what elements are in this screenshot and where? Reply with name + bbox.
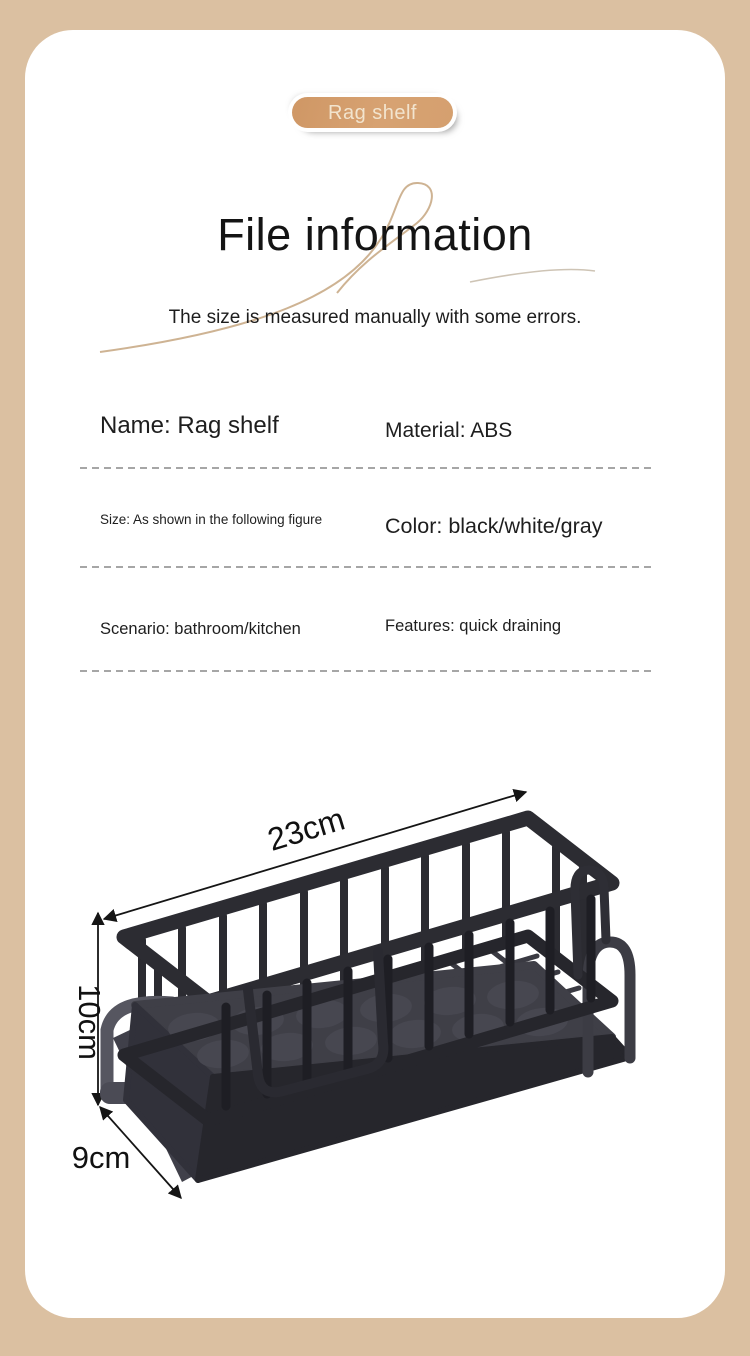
badge-label: Rag shelf [328, 101, 417, 124]
width-label: 23cm [263, 800, 349, 858]
swirl-tail [470, 269, 595, 282]
page-title: File information [217, 209, 533, 260]
product-figure [50, 770, 710, 1250]
spec-features: Features: quick draining [385, 617, 562, 635]
spec-scenario: Scenario: bathroom/kitchen [100, 620, 301, 638]
height-label: 10cm [72, 984, 107, 1060]
depth-label: 9cm [71, 1140, 131, 1175]
swirl-decoration [75, 150, 615, 395]
page-subtitle: The size is measured manually with some errors. [168, 307, 582, 328]
spec-color: Color: black/white/gray [385, 514, 603, 538]
spec-material: Material: ABS [385, 419, 513, 442]
product-illustration [100, 818, 630, 1182]
divider [80, 670, 655, 672]
divider [80, 467, 655, 469]
spec-name: Name: Rag shelf [100, 412, 279, 439]
spec-size: Size: As shown in the following figure [100, 512, 323, 527]
info-card [25, 30, 725, 1318]
product-badge [292, 97, 453, 128]
divider [80, 566, 655, 568]
